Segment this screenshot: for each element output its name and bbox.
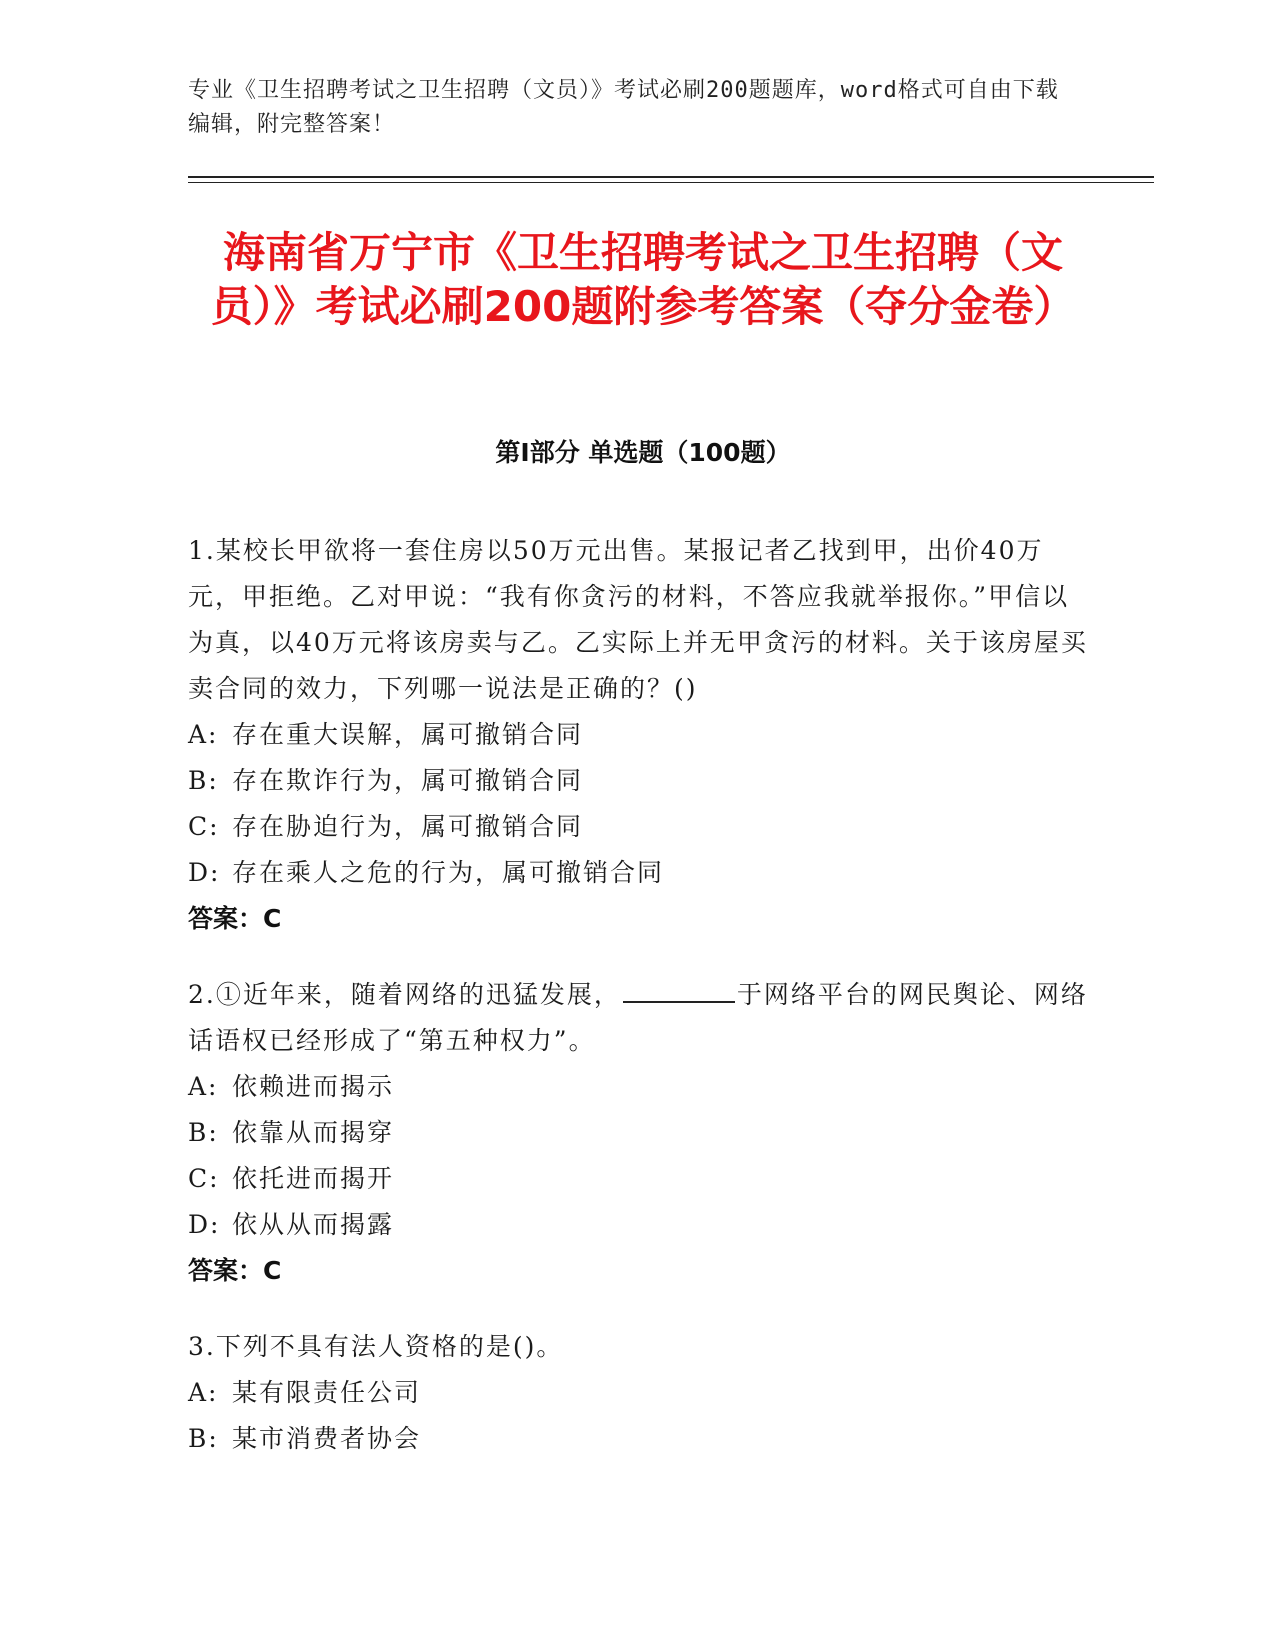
- stem-before-blank: 2.①近年来，随着网络的迅猛发展，: [188, 980, 621, 1009]
- option-text: 依托进而揭开: [232, 1164, 395, 1193]
- option-text: 存在胁迫行为，属可撤销合同: [232, 812, 584, 841]
- option-key: A:: [188, 1378, 219, 1407]
- option-a: [188, 712, 1088, 758]
- question-3: [188, 1324, 1088, 1462]
- option-key: C:: [188, 812, 220, 841]
- question-stem: 3.下列不具有法人资格的是()。: [188, 1332, 564, 1361]
- option-a: [188, 1370, 1088, 1416]
- header-divider-thin: [188, 182, 1154, 183]
- question-2: [188, 972, 1088, 1294]
- option-text: 某有限责任公司: [232, 1378, 422, 1407]
- option-key: B:: [188, 766, 219, 795]
- section-heading: 第Ⅰ部分 单选题（100题）: [495, 438, 791, 467]
- option-c: [188, 1156, 1088, 1202]
- option-key: D:: [188, 858, 221, 887]
- header-note: 专业《卫生招聘考试之卫生招聘（文员）》考试必刷200题题库，word格式可自由下载编辑，附完整答案！: [188, 78, 1059, 137]
- option-text: 依赖进而揭示: [232, 1072, 395, 1101]
- option-a: [188, 1064, 1088, 1110]
- fill-in-blank: [623, 977, 735, 1003]
- option-text: 依从从而揭露: [232, 1210, 395, 1239]
- option-b: [188, 1416, 1088, 1462]
- option-text: 存在重大误解，属可撤销合同: [232, 720, 584, 749]
- question-stem: [188, 972, 1088, 1064]
- option-key: B:: [188, 1118, 219, 1147]
- option-c: [188, 804, 1088, 850]
- answer-line: 答案：C: [188, 1256, 282, 1285]
- option-key: D:: [188, 1210, 221, 1239]
- option-text: 依靠从而揭穿: [232, 1118, 395, 1147]
- option-b: [188, 758, 1088, 804]
- option-d: [188, 1202, 1088, 1248]
- document-title: 海南省万宁市《卫生招聘考试之卫生招聘（文员）》考试必刷200题附参考答案（夺分金卷）: [210, 228, 1076, 331]
- option-key: A:: [188, 1072, 219, 1101]
- option-key: C:: [188, 1164, 220, 1193]
- option-text: 存在欺诈行为，属可撤销合同: [232, 766, 584, 795]
- question-list: [188, 528, 1088, 1492]
- option-key: B:: [188, 1424, 219, 1453]
- option-text: 某市消费者协会: [232, 1424, 422, 1453]
- option-d: [188, 850, 1088, 896]
- header-divider-thick: [188, 176, 1154, 178]
- option-b: [188, 1110, 1088, 1156]
- option-key: A:: [188, 720, 219, 749]
- answer-line: 答案：C: [188, 904, 282, 933]
- question-1: [188, 528, 1088, 942]
- stem-after-blank: 于网络平台的网民舆论、网络话语权已经形成了“第五种权力”。: [188, 980, 1088, 1055]
- question-stem: 1.某校长甲欲将一套住房以50万元出售。某报记者乙找到甲，出价40万元，甲拒绝。乙对甲说：“我有你贪污的材料，不答应我就举报你。”甲信以为真，以40万元将该房卖与乙。乙实际上并无甲贪污的材料。关于该房屋买卖合同的效力，下列哪一说法是正确的？(): [188, 536, 1088, 703]
- option-text: 存在乘人之危的行为，属可撤销合同: [232, 858, 665, 887]
